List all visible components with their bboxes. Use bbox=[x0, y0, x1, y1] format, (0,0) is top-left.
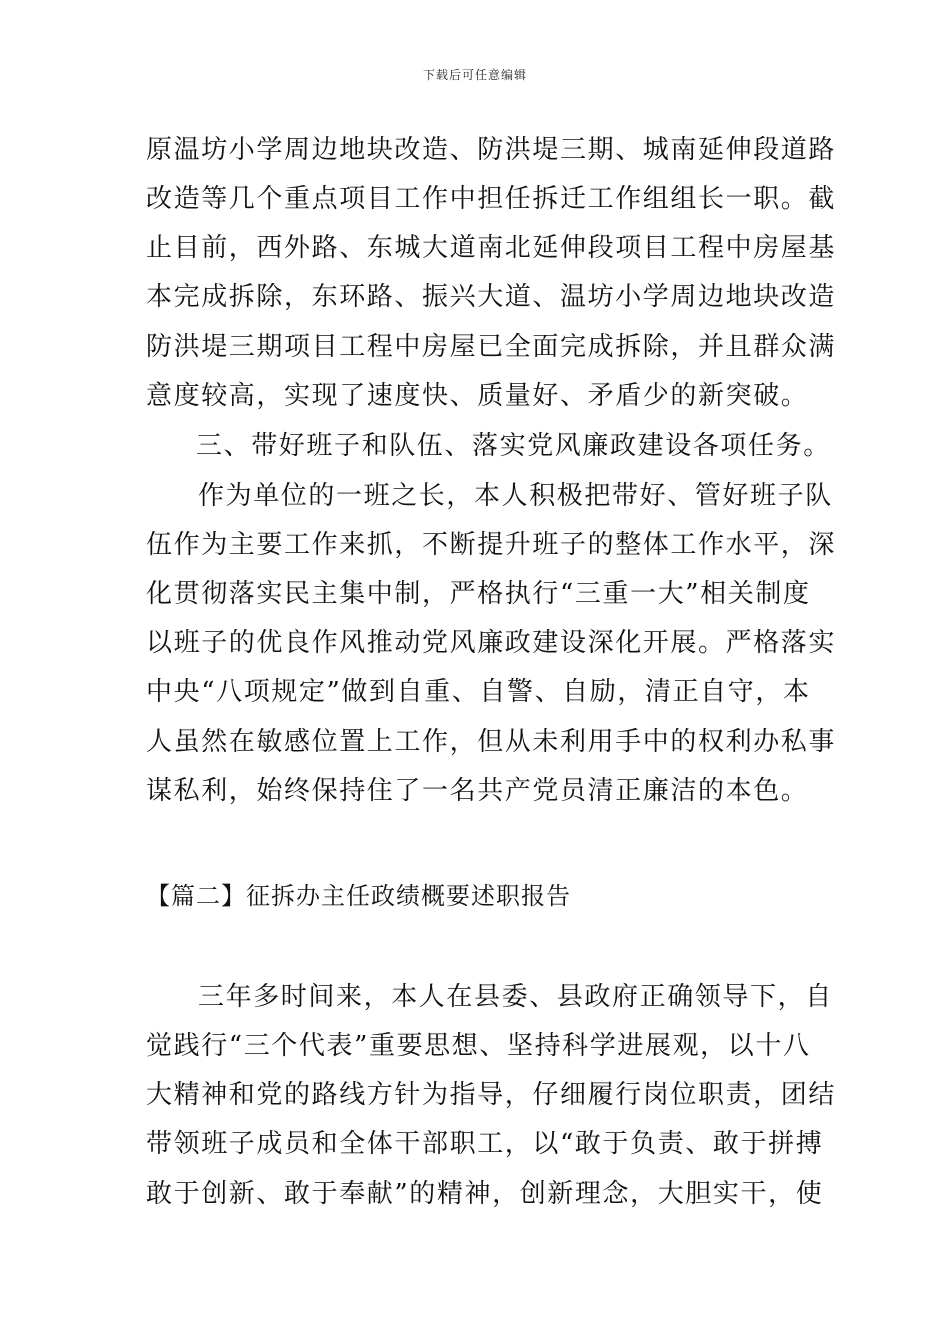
text-line: 防洪堤三期项目工程中房屋已全面完成拆除，并且群众满 bbox=[146, 332, 837, 362]
text-line: 改造等几个重点项目工作中担任拆迁工作组组长一职。截 bbox=[146, 184, 837, 214]
text-line: 大精神和党的路线方针为指导，仔细履行岗位职责，团结 bbox=[146, 1080, 837, 1110]
text-line: 带领班子成员和全体干部职工，以“敢于负责、敢于拼搏 bbox=[146, 1129, 824, 1159]
subsection-heading: 三、带好班子和队伍、落实党风廉政建设各项任务。 bbox=[196, 431, 831, 461]
text-line: 止目前，西外路、东城大道南北延伸段项目工程中房屋基 bbox=[146, 233, 837, 263]
text-line: 本完成拆除，东环路、振兴大道、温坊小学周边地块改造 bbox=[146, 282, 837, 312]
section-title: 【篇二】征拆办主任政绩概要述职报告 bbox=[146, 882, 571, 910]
text-line: 敢于创新、敢于奉献”的精神，创新理念，大胆实干，使 bbox=[146, 1179, 824, 1209]
text-line: 以班子的优良作风推动党风廉政建设深化开展。严格落实 bbox=[146, 628, 837, 658]
text-line: 觉践行“三个代表”重要思想、坚持科学进展观，以十八 bbox=[146, 1031, 811, 1061]
text-line: 伍作为主要工作来抓，不断提升班子的整体工作水平，深 bbox=[146, 530, 837, 560]
text-line: 化贯彻落实民主集中制，严格执行“三重一大”相关制度 bbox=[146, 579, 811, 609]
text-line: 作为单位的一班之长，本人积极把带好、管好班子队 bbox=[198, 481, 833, 511]
text-line: 谋私利，始终保持住了一名共产党员清正廉洁的本色。 bbox=[146, 776, 809, 806]
header-note: 下载后可任意编辑 bbox=[422, 68, 527, 82]
text-line: 意度较高，实现了速度快、质量好、矛盾少的新突破。 bbox=[146, 381, 809, 411]
text-line: 中央“八项规定”做到自重、自警、自励，清正自守，本 bbox=[146, 677, 811, 707]
text-line: 三年多时间来，本人在县委、县政府正确领导下，自 bbox=[198, 982, 833, 1012]
text-line: 原温坊小学周边地块改造、防洪堤三期、城南延伸段道路 bbox=[146, 135, 837, 165]
text-line: 人虽然在敏感位置上工作，但从未利用手中的权利办私事 bbox=[146, 727, 837, 757]
